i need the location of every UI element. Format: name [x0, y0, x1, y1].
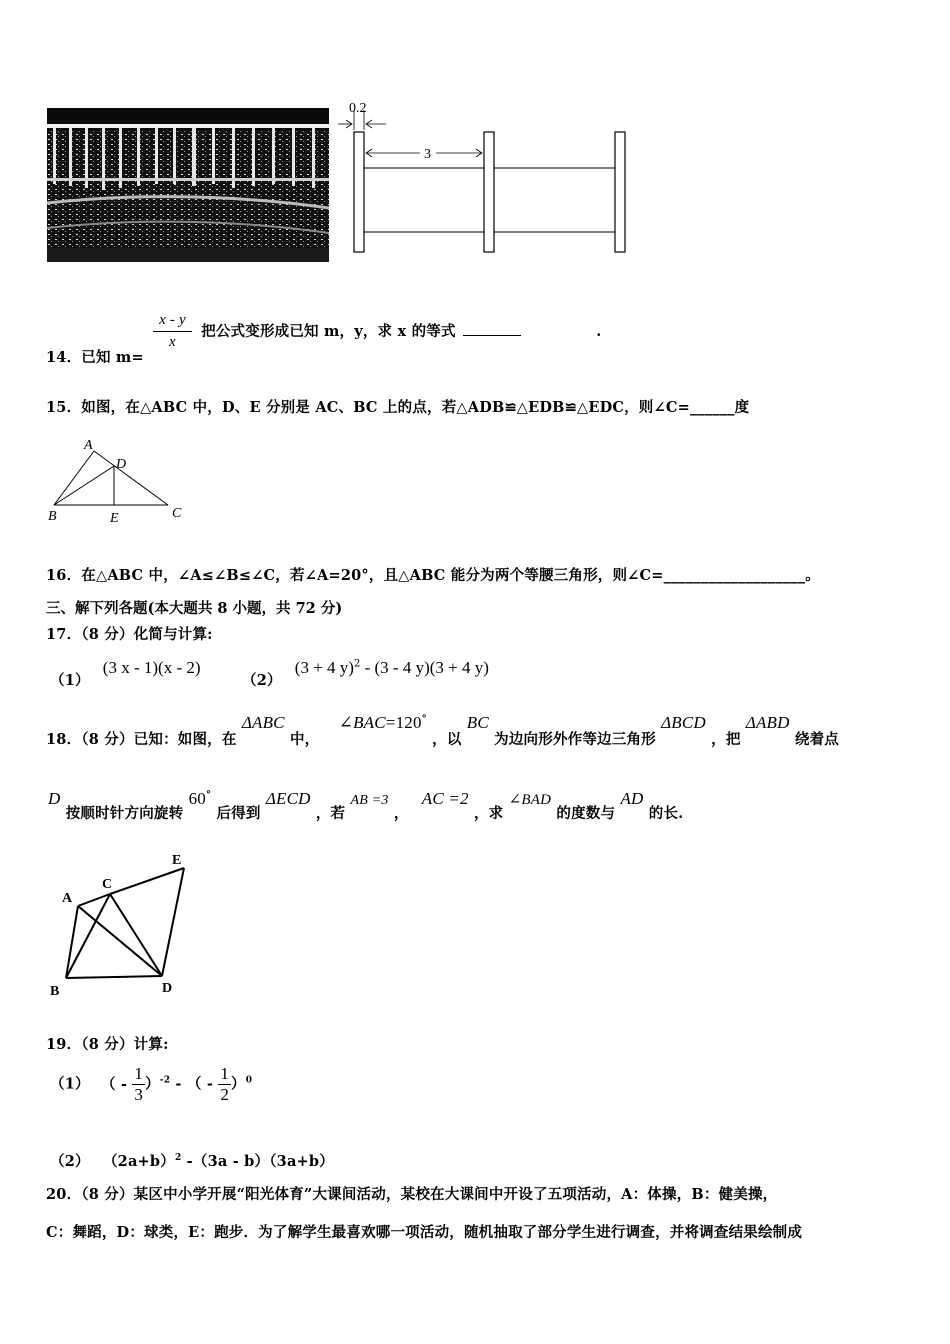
- q18-tri-abd: ΔABD: [745, 713, 790, 732]
- q18-label-C: C: [102, 877, 113, 892]
- q18-label-D: D: [162, 981, 173, 996]
- q18-angle-bac: ∠BAC: [338, 713, 386, 732]
- q15-label-A: A: [84, 438, 93, 453]
- q14-answer-blank: [463, 335, 521, 336]
- q19-minus: -: [170, 1075, 187, 1093]
- q19-fraction-2: [218, 1064, 231, 1105]
- q17-p1-label: （1）: [50, 672, 90, 689]
- q18-comma: ，: [393, 805, 409, 822]
- q16-text: 16．在△ABC 中，∠A≤∠B≤∠C，若∠A=20°，且△ABC 能分为两个等腰三角形，则∠C=: [46, 567, 664, 584]
- q14-number: 14．: [46, 348, 82, 366]
- q18-t7: ，若: [315, 805, 346, 822]
- q15-unit: 度: [734, 399, 750, 416]
- q19-p1-open: （ -: [100, 1075, 128, 1093]
- q17-p2-expr-b: - (3 - 4 y)(3 + 4 y): [360, 658, 489, 677]
- q19-p1-close2: ）: [231, 1075, 246, 1093]
- q19-exp-2: 0: [245, 1075, 253, 1086]
- q14-frac-denominator: x: [169, 334, 176, 350]
- q19-p2-label: （2）: [50, 1153, 90, 1170]
- q19-f1-denominator: 3: [134, 1085, 144, 1104]
- q19-f2-denominator: 2: [220, 1085, 230, 1104]
- q15-text: 15．如图，在△ABC 中，D、E 分别是 AC、BC 上的点，若△ADB≌△EDB≌△EDC，则∠C=: [46, 399, 690, 416]
- q18-label-E: E: [172, 853, 182, 868]
- question-18-line-2: [48, 788, 684, 822]
- q18-ac2: AC =2: [421, 789, 469, 808]
- q18-t8: ，求: [473, 805, 504, 822]
- q18-t5: 按顺时针方向旋转: [65, 805, 184, 822]
- dim-gap-label: 0.2: [349, 101, 367, 116]
- section-3-title: 三、解下列各题(本大题共 8 小题，共 72 分): [46, 600, 343, 617]
- q17-p2-label: （2）: [242, 672, 282, 689]
- q18-t10: 的长.: [648, 805, 684, 822]
- q18-bc: BC: [466, 713, 489, 732]
- question-20-line-2: C：舞蹈，D：球类，E：跑步．为了解学生最喜欢哪一项活动，随机抽取了部分学生进行调查，并将调查结果绘制成: [46, 1224, 803, 1241]
- q14-frac-numerator: x - y: [153, 312, 192, 332]
- q18-label-A: A: [62, 891, 73, 906]
- q18-t9: 的度数与: [556, 805, 616, 822]
- question-19-head: 19．（8 分）计算:: [46, 1036, 169, 1053]
- q15-blank: ______: [689, 399, 735, 416]
- q18-t2: 为边向形外作等边三角形: [494, 731, 656, 748]
- railing-photo: [47, 108, 329, 262]
- q19-p2-b: -（3a - b）（3a+b）: [181, 1153, 334, 1170]
- q15-label-D: D: [116, 457, 127, 472]
- question-20-line-1: 20．（8 分）某区中小学开展“阳光体育”大课间活动，某校在大课间中开设了五项活动，A：体操，B：健美操，: [46, 1186, 778, 1203]
- railing-schematic: [338, 96, 638, 256]
- q18-quadrilateral-figure: [40, 848, 200, 1000]
- q15-triangle-figure: [44, 433, 194, 525]
- q16-end: 。: [805, 567, 820, 584]
- q18-sixty: 60: [188, 789, 206, 808]
- railing-photo-image: [47, 108, 329, 262]
- q16-blank: ___________________: [663, 567, 806, 584]
- q17-p1-expression: (3 x - 1)(x - 2): [102, 658, 201, 677]
- q17-p2-expr-a: (3 + 4 y): [294, 658, 354, 677]
- q14-fraction: [153, 312, 192, 351]
- q18-label-B: B: [50, 984, 60, 999]
- q15-label-E: E: [110, 511, 119, 525]
- dim-span-label: 3: [424, 147, 431, 162]
- q19-fraction-1: [132, 1064, 145, 1105]
- q18-tri-abc: ΔABC: [241, 713, 285, 732]
- q14-prefix: 已知 m=: [81, 348, 144, 366]
- q18-deg-2: °: [206, 790, 212, 802]
- q18-t1: ，以: [432, 731, 462, 748]
- q18-ad: AD: [620, 789, 644, 808]
- q14-end: .: [596, 322, 602, 340]
- q17-part-2: [242, 657, 489, 689]
- q19-p1-open2: （ -: [186, 1075, 214, 1093]
- q18-num: 18．（8 分）已知：如图，在: [46, 731, 237, 748]
- q17-part-1: [50, 657, 201, 689]
- q19-part-2: [50, 1150, 334, 1171]
- q15-label-C: C: [172, 506, 182, 521]
- q19-p1-label: （1）: [50, 1075, 90, 1093]
- railing-schematic-diagram: [338, 96, 638, 256]
- q18-eq120: =120: [385, 713, 422, 732]
- q19-part-1: [50, 1064, 252, 1105]
- q18-d: D: [48, 789, 61, 808]
- q19-exp-1: -2: [159, 1075, 171, 1086]
- q14-body: 把公式变形成已知 m，y，求 x 的等式: [201, 322, 456, 340]
- q19-p2-a: （2a+b）: [102, 1153, 175, 1170]
- q18-deg-1: °: [421, 714, 427, 726]
- q15-label-B: B: [48, 509, 57, 524]
- q18-tri-bcd: ΔBCD: [661, 713, 706, 732]
- question-14: [46, 312, 602, 366]
- q18-tri-ecd: ΔECD: [265, 789, 311, 808]
- q18-quadrilateral-diagram: [40, 848, 200, 1000]
- q17-p2-exponent: 2: [353, 658, 361, 670]
- q18-ab3: AB =3: [350, 793, 389, 808]
- question-17-head: 17．（8 分）化简与计算:: [46, 626, 213, 643]
- q15-triangle-diagram: [44, 433, 194, 525]
- q18-t4: 绕着点: [794, 731, 839, 748]
- q19-f1-numerator: 1: [134, 1064, 144, 1083]
- q18-angle-bad: ∠BAD: [508, 792, 552, 808]
- q18-mid: 中，: [289, 731, 320, 748]
- q19-p2-exponent: 2: [174, 1153, 182, 1164]
- q18-t3: ，把: [711, 731, 741, 748]
- question-15: [46, 396, 749, 417]
- q19-p1-close: ）: [145, 1075, 160, 1093]
- q19-f2-numerator: 1: [220, 1064, 230, 1083]
- question-16: [46, 564, 820, 585]
- question-18-line-1: [46, 712, 839, 748]
- q18-t6: 后得到: [216, 805, 261, 822]
